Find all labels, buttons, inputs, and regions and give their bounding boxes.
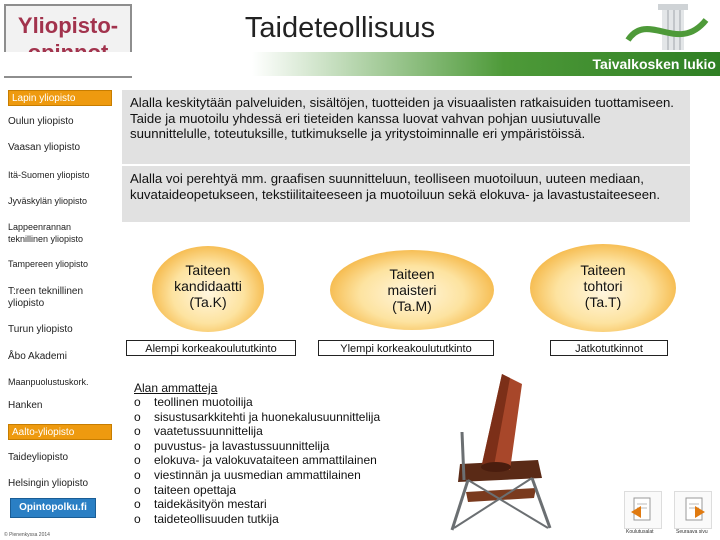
back-to-fields-button[interactable] [624, 491, 662, 529]
back-nav-label: Koulutusalat [626, 529, 654, 535]
sidebar-item-vaasan-yliopisto[interactable]: Vaasan yliopisto [8, 142, 81, 153]
sidebar-item-helsingin-yliopisto[interactable]: Helsingin yliopisto [8, 478, 89, 489]
list-item: o puvustus- ja lavastussuunnittelija [134, 438, 330, 453]
sidebar-item-ita-suomen-yliopisto[interactable]: Itä-Suomen yliopisto [8, 170, 90, 180]
opintopolku-link[interactable]: Opintopolku.fi [10, 498, 96, 518]
sidebar-item-jyvaskylan-yliopisto[interactable]: Jyväskylän yliopisto [8, 196, 88, 206]
list-item: o elokuva- ja valokuvataiteen ammattilainen [134, 453, 377, 468]
arrow-forward-icon [675, 492, 711, 528]
degree-bachelor-oval [152, 246, 264, 332]
forward-nav-label: Seuraava sivu [676, 529, 708, 535]
list-item: o taiteen opettaja [134, 482, 237, 497]
degree-doctor-line1: Taiteen [580, 262, 626, 278]
sidebar-item-treen-teknillinen[interactable]: T:reen teknillinen yliopisto [8, 286, 84, 309]
next-page-button[interactable] [674, 491, 712, 529]
professions-list [134, 395, 380, 526]
sidebar-item-abo-akademi[interactable]: Åbo Akademi [8, 351, 67, 362]
degree-bachelor-line3: (Ta.K) [189, 294, 227, 310]
copyright-text: © Pienenkyssa 2014 [4, 532, 50, 538]
higher-degree-label: Ylempi korkeakoulututkinto [318, 340, 494, 356]
degree-master-line3: (Ta.M) [392, 298, 432, 314]
list-item: o taidekäsityön mestari [134, 497, 267, 512]
degree-bachelor-line1: Taiteen [185, 262, 231, 278]
sidebar-item-lappeenrannan-yliopisto[interactable]: Lappeenrannan teknillinen yliopisto [8, 222, 84, 244]
professions-heading: Alan ammatteja [134, 381, 218, 395]
sidebar-item-maanpuolustuskorkeakoulu[interactable]: Maanpuolustuskork. [8, 377, 89, 387]
degree-doctor-line2: tohtori [583, 278, 623, 294]
postgraduate-degree-label: Jatkotutkinnot [550, 340, 668, 356]
sidebar-item-lapin-yliopisto[interactable]: Lapin yliopisto [8, 90, 112, 106]
degree-bachelor-line2: kandidaatti [174, 278, 242, 294]
degree-doctor-line3: (Ta.T) [584, 294, 622, 310]
degree-doctor-oval [530, 244, 676, 332]
degree-master-oval [330, 250, 494, 330]
sidebar-item-oulun-yliopisto[interactable]: Oulun yliopisto [8, 116, 74, 127]
degree-master-line1: Taiteen [389, 266, 435, 282]
sidebar-item-taideyliopisto[interactable]: Taideyliopisto [8, 452, 69, 463]
sidebar-item-aalto-yliopisto[interactable]: Aalto-yliopisto [8, 424, 112, 440]
list-item: o sisustusarkkitehti ja huonekalusuunnittelija [134, 409, 381, 424]
document-back-icon [625, 492, 661, 528]
list-item: o viestinnän ja uusmedian ammattilainen [134, 467, 361, 482]
list-item: o teollinen muotoilija [134, 395, 253, 409]
list-item: o taideteollisuuden tutkija [134, 511, 279, 526]
list-item: o vaatetussuunnittelija [134, 424, 263, 439]
sidebar-item-tampereen-yliopisto[interactable]: Tampereen yliopisto [8, 259, 89, 269]
school-name: Taivalkosken lukio [592, 56, 716, 72]
lower-degree-label: Alempi korkeakoulututkinto [126, 340, 296, 356]
sidebar-item-turun-yliopisto[interactable]: Turun yliopisto [8, 324, 73, 335]
university-sidebar [0, 78, 120, 540]
page-title: Taideteollisuus [244, 12, 436, 44]
degree-master-line2: maisteri [387, 282, 437, 298]
sidebar-item-hanken[interactable]: Hanken [8, 400, 43, 411]
info-box-description: Alalla keskitytään palveluiden, sisältöjen, tuotteiden ja visuaalisten ratkaisuiden tuottamiseen. Taide ja muotoilu yhdessä eri tieteiden kanssa luovat vahvan pohjan uusiutuvalle suunnittelulle, toteutuksille, tutkimukselle ja yritystoiminnalle eri ympäristöissä. [122, 90, 690, 164]
column-emblem-icon [618, 0, 710, 58]
logo-line-1: Yliopisto- [17, 13, 119, 38]
info-box-study-fields: Alalla voi perehtyä mm. graafisen suunnitteluun, teolliseen muotoiluun, uuteen mediaan, kuvataideopetukseen, tekstiilitaiteeseen ja muotoiluun sekä elokuva- ja lavastustaiteeseen. [122, 166, 690, 222]
directors-chair-megaphone-icon [430, 372, 570, 532]
